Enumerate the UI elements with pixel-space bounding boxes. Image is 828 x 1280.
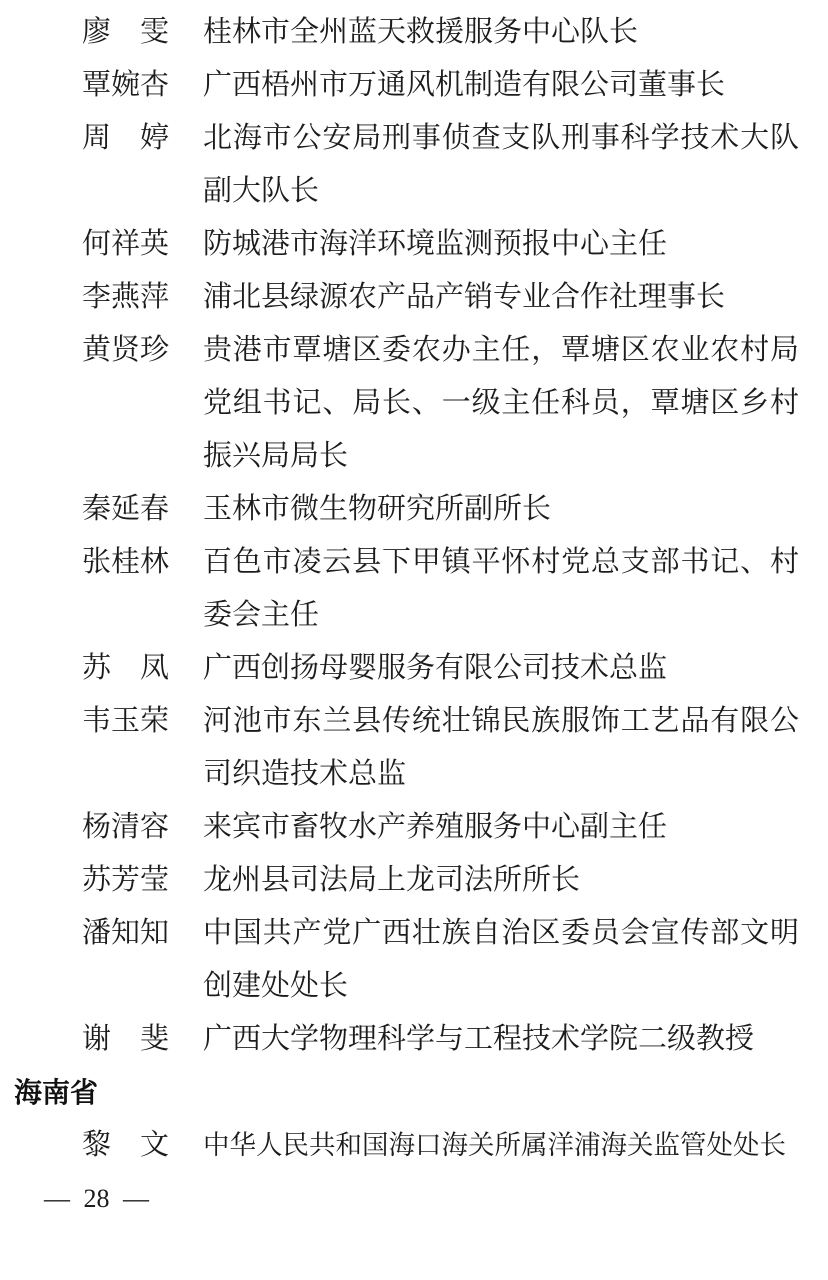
honoree-title: 北海市公安局刑事侦查支队刑事科学技术大队副大队长	[203, 122, 799, 207]
honoree-name: 覃婉杏	[82, 69, 170, 101]
honoree-title: 河池市东兰县传统壮锦民族服饰工艺品有限公司织造技术总监	[203, 705, 799, 790]
honoree-name: 黄贤珍	[82, 334, 170, 366]
honoree-row	[0, 536, 828, 642]
honoree-row	[0, 642, 828, 695]
honoree-title: 中华人民共和国海口海关所属洋浦海关监管处处长	[203, 1130, 786, 1160]
honoree-name: 苏 凤	[82, 652, 170, 684]
honoree-name: 廖 雯	[82, 16, 170, 48]
honoree-name: 谢 斐	[82, 1023, 170, 1055]
honoree-name: 苏芳莹	[82, 864, 170, 896]
honoree-title: 玉林市微生物研究所副所长	[203, 493, 552, 525]
honoree-row	[0, 695, 828, 801]
honoree-title: 广西大学物理科学与工程技术学院二级教授	[203, 1023, 755, 1055]
honoree-title: 广西梧州市万通风机制造有限公司董事长	[203, 69, 726, 101]
honoree-name: 秦延春	[82, 493, 170, 525]
honoree-name: 何祥英	[82, 228, 170, 260]
honoree-row	[0, 59, 828, 112]
honoree-name: 黎 文	[82, 1129, 170, 1161]
honoree-row	[0, 854, 828, 907]
honoree-title: 龙州县司法局上龙司法所所长	[203, 864, 581, 896]
honoree-name: 张桂林	[82, 546, 170, 578]
honoree-row	[0, 271, 828, 324]
honoree-row	[0, 112, 828, 218]
honoree-list-hainan	[0, 1119, 828, 1172]
honoree-name: 韦玉荣	[82, 705, 170, 737]
honoree-name: 李燕萍	[82, 281, 170, 313]
honoree-title: 广西创扬母婴服务有限公司技术总监	[203, 652, 668, 684]
honoree-title: 来宾市畜牧水产养殖服务中心副主任	[203, 811, 668, 843]
honoree-name: 周 婷	[82, 122, 170, 154]
honoree-name: 潘知知	[82, 917, 170, 949]
honoree-row	[0, 324, 828, 483]
honoree-row	[0, 6, 828, 59]
honoree-row	[0, 801, 828, 854]
honoree-title: 中国共产党广西壮族自治区委员会宣传部文明创建处处长	[203, 917, 799, 1002]
page-number: — 28 —	[44, 1184, 149, 1213]
honoree-title: 浦北县绿源农产品产销专业合作社理事长	[203, 281, 726, 313]
honoree-row	[0, 483, 828, 536]
honoree-title: 桂林市全州蓝天救援服务中心队长	[203, 16, 639, 48]
honoree-title: 贵港市覃塘区委农办主任，覃塘区农业农村局党组书记、局长、一级主任科员，覃塘区乡村振兴局局长	[203, 334, 799, 472]
honoree-list-guangxi	[0, 6, 828, 1066]
honoree-row	[0, 1119, 828, 1172]
honoree-title: 防城港市海洋环境监测预报中心主任	[203, 228, 668, 260]
honoree-row	[0, 1013, 828, 1066]
honoree-title: 百色市凌云县下甲镇平怀村党总支部书记、村委会主任	[203, 546, 799, 631]
honoree-row	[0, 218, 828, 271]
honoree-name: 杨清容	[82, 811, 170, 843]
honoree-row	[0, 907, 828, 1013]
province-section-header: 海南省	[14, 1077, 99, 1108]
